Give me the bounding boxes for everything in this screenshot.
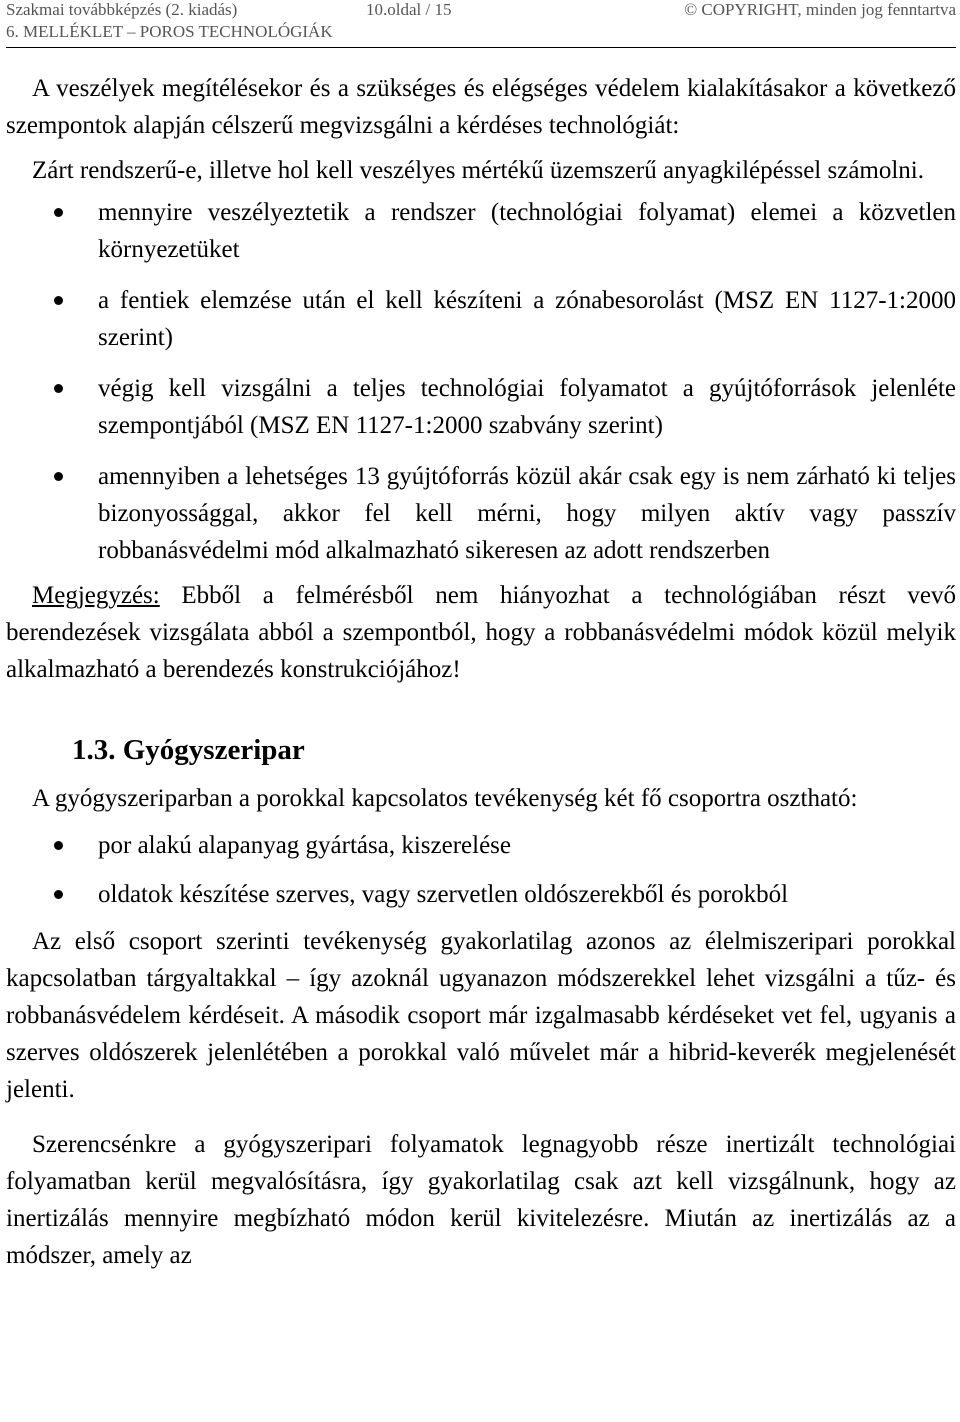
- list-item: [6, 194, 956, 268]
- list-item-text: mennyire veszélyeztetik a rendszer (technológiai folyamat) elemei a közvetlen környezetüket: [98, 199, 956, 263]
- bullet-icon: [54, 890, 63, 899]
- bullet-icon: [54, 208, 63, 217]
- header-page-number: 10.oldal / 15: [366, 0, 452, 19]
- bullet-icon: [54, 384, 63, 393]
- header-row: [0, 0, 960, 22]
- section-heading: 1.3. Gyógyszeripar: [72, 734, 305, 766]
- paragraph-note: [6, 577, 956, 688]
- page-header: [0, 0, 960, 41]
- list-item-text: amennyiben a lehetséges 13 gyújtóforrás közül akár csak egy is nem zárható ki teljes bizonyossággal, akkor fel kell mérni, hogy milyen aktív vagy passzív robbanásvédelmi mód alkalmazható sikeresen az adott rendszerben: [98, 463, 956, 564]
- criteria-list: [6, 194, 956, 569]
- bullet-icon: [54, 296, 63, 305]
- header-copyright: © COPYRIGHT, minden jog fenntartva: [684, 0, 956, 19]
- list-item-text: a fentiek elemzése után el kell készíteni a zónabesorolást (MSZ EN 1127-1:2000 szerint): [98, 287, 956, 351]
- list-item-text: oldatok készítése szerves, vagy szervetlen oldószerekből és porokból: [98, 881, 789, 908]
- bullet-icon: [54, 472, 63, 481]
- header-course-title: Szakmai továbbképzés (2. kiadás): [6, 0, 238, 19]
- paragraph-first-group: Az első csoport szerinti tevékenység gyakorlatilag azonos az élelmiszeripari porokkal kapcsolatban tárgyaltakkal – így azoknál ugyanazon módszerekkel lehet vizsgálni a tűz- és robbanásvédelem kérdéseit. A második csoport már izgalmasabb kérdéseket vet fel, ugyanis a szerves oldószerek jelenlétében a porokkal való művelet már a hibrid-keverék megjelenését jelenti.: [6, 928, 956, 1103]
- list-item-text: por alakú alapanyag gyártása, kiszerelése: [98, 832, 511, 859]
- paragraph-closed-system: Zárt rendszerű-e, illetve hol kell veszélyes mértékű üzemszerű anyagkilépéssel számolni.: [32, 157, 925, 184]
- list-item: [6, 876, 956, 913]
- paragraph-pharma-intro: A gyógyszeriparban a porokkal kapcsolatos tevékenység két fő csoportra osztható:: [32, 785, 858, 812]
- note-label: Megjegyzés:: [32, 582, 160, 609]
- list-item: [6, 458, 956, 569]
- list-item: [6, 827, 956, 864]
- paragraph-intro: A veszélyek megítélésekor és a szükséges és elégséges védelem kialakításakor a következő szempontok alapján célszerű megvizsgálni a kérdéses technológiát:: [6, 75, 956, 139]
- document-body: [6, 70, 956, 1274]
- list-item-text: végig kell vizsgálni a teljes technológiai folyamatot a gyújtóforrások jelenléte szempontjából (MSZ EN 1127-1:2000 szabvány szerint): [98, 375, 956, 439]
- activity-list: [6, 827, 956, 913]
- list-item: [6, 282, 956, 356]
- header-section: 6. MELLÉKLET – POROS TECHNOLÓGIÁK: [6, 22, 333, 41]
- paragraph-inertization: Szerencsénkre a gyógyszeripari folyamatok legnagyobb része inertizált technológiai folyamatban kerül megvalósításra, így gyakorlatilag csak azt kell vizsgálnunk, hogy az inertizálás mennyire megbízható módon kerül kivitelezésre. Miután az inertizálás az a módszer, amely az: [6, 1131, 956, 1269]
- list-item: [6, 370, 956, 444]
- bullet-icon: [54, 841, 63, 850]
- note-text: Ebből a felmérésből nem hiányozhat a technológiában részt vevő berendezések vizsgálata abból a szempontból, hogy a robbanásvédelmi módok közül melyik alkalmazható a berendezés konstrukciójához!: [6, 582, 956, 683]
- header-divider: [6, 47, 956, 48]
